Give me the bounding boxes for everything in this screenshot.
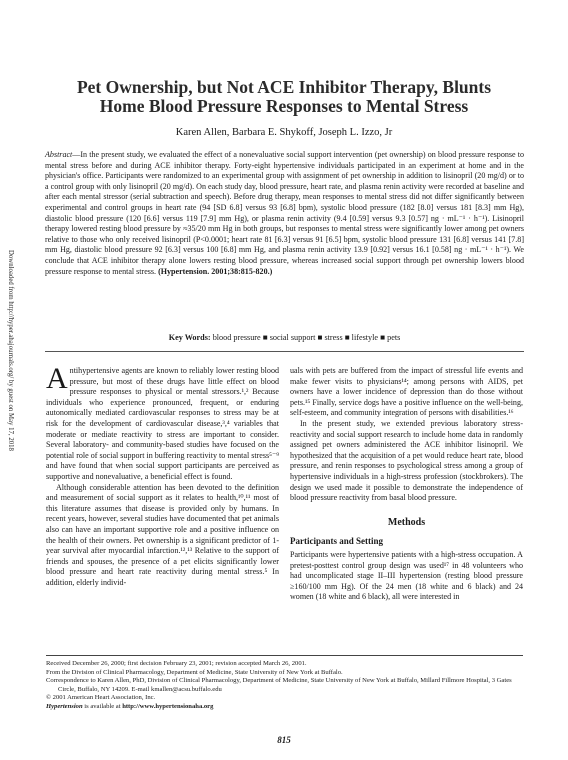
abstract — [45, 150, 524, 277]
abstract-divider — [45, 351, 524, 352]
keywords-items: blood pressure ■ social support ■ stress ■ lifestyle ■ pets — [212, 333, 401, 342]
footnote-divider — [46, 655, 523, 656]
participants-subheading: Participants and Setting — [290, 536, 384, 547]
methods-heading: Methods — [387, 516, 426, 528]
abstract-body: —In the present study, we evaluated the effect of a nonevaluative social support intervention (pet ownership) on blood pressure response to mental stress before and during ACE inhibitor therapy. Forty-eight hypertensive individuals participated in an experiment at home and in the physician's office. Participants were randomized to an experimental group with assignment of pet ownership in addition to lisinopril (20 mg/d) or to a control group with only lisinopril (20 mg/d). On each study day, blood pressure, heart rate, and plasma renin activity were recorded at baseline and after each mental stressor (serial subtraction and speech). Before drug therapy, mean responses to mental stress did not differ significantly between experimental and control groups in heart rate (94 [SD 6.8] versus 93 [6.8] bpm), systolic blood pressure (182 [8.0] versus 181 [8.3] mm Hg), diastolic blood pressure (120 [6.6] versus 119 [7.9] mm Hg), or plasma renin activity (9.4 [0.59] versus 9.3 [0.57] ng · mL⁻¹ · h⁻¹). Lisinopril therapy lowered resting blood pressure by ≈35/20 mm Hg in both groups, but responses to mental stress were significantly lower among pet owners relative to those who only received lisinopril (P<0.0001; heart rate 81 [6.3] versus 91 [6.5] bpm, systolic blood pressure 131 [6.8] versus 141 [7.8] mm Hg, diastolic blood pressure 92 [6.3] versus 100 [6.8] mm Hg, and plasma renin activity 13.9 [0.92] versus 16.1 [0.58] ng · mL⁻¹ · h⁻¹). We conclude that ACE inhibitor therapy alone lowers resting blood pressure, whereas increased social support through pet ownership lowers blood pressure response to mental stress. — [45, 150, 524, 276]
drop-cap: A — [46, 362, 68, 395]
footnote-correspondence: Correspondence to Karen Allen, PhD, Division of Clinical Pharmacology, Department of Medicine, State University of New York at Buffalo, Millard Fillmore Hospital, 3 Gates Circle, Buffalo, NY 14209. E-mail kmallen@acsu.buffalo.edu — [46, 677, 512, 693]
page-number: 815 — [277, 735, 291, 745]
abstract-citation: (Hypertension. 2001;38:815-820.) — [158, 266, 273, 276]
keywords-label: Key Words: — [168, 333, 211, 342]
methods-paragraph-1: Participants were hypertensive patients with a high-stress occupation. A pretest-posttest control group design was used¹⁷ in 48 volunteers who had uncomplicated stage II–III hypertension (resting blood pressure ≥160/100 mm Hg). Of the 24 men (18 white and 6 black) and 24 women (18 white and 6 black), all were interested in — [290, 549, 523, 602]
intro-paragraph-2: Although considerable attention has been devoted to the definition and measurement of social support as it relates to health,¹⁰,¹¹ most of this literature assumes that disease is provided only by humans. In recent years, however, several studies have documented that pet animals also can have an important supportive role and a positive influence on the health of their owners. Pet ownership is a significant predictor of 1-year survival after myocardial infarction.¹²,¹³ Relative to the support of friends and spouses, the presence of a pet elicits significantly lower blood pressure and heart rate reactivity during mental stress.⁵ In addition, elderly individ- — [46, 482, 279, 587]
download-watermark — [2, 250, 16, 720]
keywords — [45, 333, 524, 342]
footnote-received: Received December 26, 2000; first decision February 23, 2001; revision accepted March 26, 2001. — [46, 660, 307, 667]
intro-paragraph-1-text: ntihypertensive agents are known to reliably lower resting blood pressure, but most of these drugs have little effect on blood pressure responses to physical or mental stressors.¹,² Because individuals who experience pronounced, frequent, or enduring autonomically mediated cardiovascular responses to stress may be at risk for the development of cardiovascular disease,³,⁴ variables that moderate or mediate reactivity to stress are important to consider. Several laboratory- and community-based studies have focused on the potential role of social support in buffering reactivity to mental stress⁵⁻⁹ and have found that when social support participants are perceived as supportive and nonevaluative, a beneficial effect is found. — [46, 366, 279, 481]
journal-url-link[interactable]: http://www.hypertensionaha.org — [122, 702, 214, 710]
intro-paragraph-4: In the present study, we extended previous laboratory stress-reactivity and social support research to include home data in randomly assigned pet owners administered the ACE inhibitor lisinopril. We hypothesized that the acquisition of a pet would reduce heart rate, blood pressure, and renin responses to psychological stress among a group of hypertensive individuals in a high-stress profession (stockbrokers). The design we used made it possible to demonstrate the independence of blood pressure reactivity from basal blood pressure. — [290, 418, 523, 503]
left-column — [46, 362, 279, 588]
footnote-journal-availability — [46, 703, 523, 712]
right-column — [290, 366, 523, 603]
footnotes — [46, 660, 523, 712]
article-title — [40, 78, 528, 116]
author-list: Karen Allen, Barbara E. Shykoff, Joseph L. Izzo, Jr — [175, 127, 393, 138]
journal-availability-text: is available at — [82, 702, 123, 710]
title-line-2: Home Blood Pressure Responses to Mental Stress — [99, 96, 469, 116]
title-line-1: Pet Ownership, but Not ACE Inhibitor Therapy, Blunts — [76, 77, 492, 97]
footnote-affiliation: From the Division of Clinical Pharmacology, Department of Medicine, State University of New York at Buffalo. — [46, 668, 343, 676]
intro-paragraph-3: uals with pets are buffered from the impact of stressful life events and make fewer visits to physicians¹⁴; among persons with AIDS, pet owners have a lower incidence of depression than do those without pets.¹⁵ Finally, service dogs have a positive influence on the well-being, self-esteem, and community integration of persons with disabilities.¹⁶ — [290, 366, 523, 418]
footnote-copyright: © 2001 American Heart Association, Inc. — [46, 694, 156, 702]
abstract-label: Abstract — [45, 150, 73, 159]
journal-name: Hypertension — [46, 702, 83, 710]
download-watermark-text: Downloaded from http://hyper.ahajournals.org/ by guest on May 17, 2018 — [7, 250, 14, 451]
intro-paragraph-1 — [46, 362, 279, 483]
